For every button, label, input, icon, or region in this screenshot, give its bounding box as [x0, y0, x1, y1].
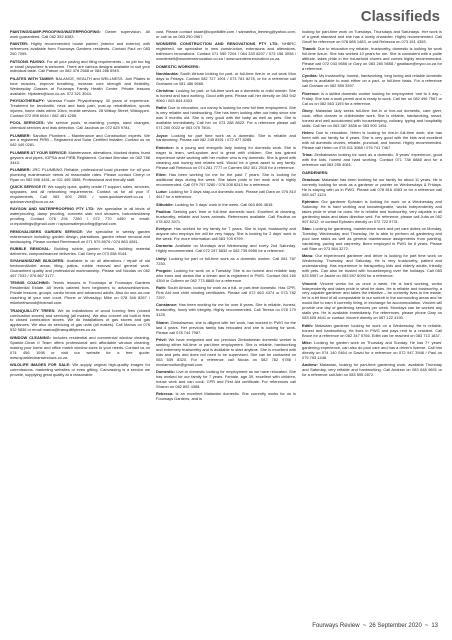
ad-heading: Manu: [302, 253, 314, 259]
ad-heading: Mike: [302, 339, 313, 345]
ad-heading: PILATES WITH TAMMY: [10, 75, 55, 81]
ad-body: Available on Mondays and Wednesday and every 2nd Saturday. Highly recommended. Call 072 197 5832 or 082 735 6956 for a reference. [156, 243, 296, 254]
ad-heading: Unity: [156, 255, 168, 261]
ad-body: Malawian has been working for our family for about 11 years. He is currently looking for work as a gardener or painter on Wednesdays & Fridays. He is staying with us in PWG. Please call 078 816 4063 or for a reference call 083 447 1124. [302, 176, 442, 197]
ad-body: Due to relocation my reliable, trustworthy, domestic is looking for work full-time live-in. She has worked 10 years for me. She is consistent with a polite attitude, takes pride in the household chores and comes highly recommended. Please call 072 043 9656 or Gary on 083 260 5658 / gwallace@myco.co.za for a reference. [302, 46, 442, 72]
ad-body: Seeking part- time or full-time domestic work. Excellent at cleaning, trustworthy, reliable and loves animals. References available. Call Paulina on 078 822 3371. [156, 208, 296, 224]
classified-ad [302, 171, 442, 176]
ad-body: Tennis lessons in Fourways at Fourways Gardens Residential Estate. All levels catered from beginners to advanced/seniors. Private lessons, groups, cardio tennis and advanced adults. Also do one-on-one coaching at your own court. Phone or WhatsApp Mike on 078 346 8267 / mikekeithwood@hotmail.com. [10, 280, 150, 306]
classified-ad [302, 227, 442, 252]
ad-body: Looking for gardening, maintenance work and pet care duties on Monday, Tuesday, Wednesday and Thursday. He is able to perform all gardening and pool care tasks as well as general maintenance assignments from painting, varnishing, paving and carpentry. Been employed in PWG for 6 years. Please call Stan on 073 564 3272. [302, 226, 442, 252]
ad-heading: PATSONS PAVING: [10, 58, 46, 64]
ad-heading: Constance: [156, 302, 178, 308]
classified-ad [156, 269, 296, 284]
ad-body: Building rubble, garden refuse, building material deliveries, compost/manure deliveries. Call Gerry on 073 058 9144. [10, 245, 150, 256]
classified-ad [10, 42, 150, 57]
ad-body: We have emigrated and our previous Zimbabwean domestic worker is seeking either full-time or part-time employment. She is reliable, hardworking and extremely trustworthy and is available to start anytime. She is excellent with kids and pets and does not need to be supervised. She can be contacted on 063 539 8320. For a reference call Nicola on 082 782 9786 / nicolamoulton@gmail.com. [156, 336, 296, 367]
classified-ad [10, 77, 150, 97]
ad-heading: QUICK SERVICE IT: [10, 184, 47, 190]
ad-body: is a young and energetic lady looking for domestic work. She is eager to learn, well-spoken and is great with children. She has gained experience while working with her mother who is my domestic. She is great with cleaning and ironing and relates well. Would be a great asset to any family. Please call Rebecca on 074 281 7777 or Carmen 082 301 2915 for a reference. [156, 144, 296, 170]
ad-heading: Glory: [302, 107, 314, 113]
ad-body: NHBRC registered, we specialise in new construction, extensions and alterations, bathroom renovations. Contact 071 050 7204 / 084 333 8207 / 073 156 3098 / wonderselt@wondersrenovation.co.za / www.wondersrenovation.co.za. [156, 41, 296, 62]
footer-publication: Fourways Review [312, 623, 360, 629]
classified-ad [156, 286, 296, 301]
ad-body: Vincent works for us once a week. He is hard working, works independently and takes pride in what he does. He is reliable and trustworthy, a very capable gardener and takes the initiative – he currently lives in the estate, he is a bit tired of all compostable to our suburb in the surrounding areas and he would like to earn it currently living, in exchange for accommodation. Vincent will provide one day of gardening services per week. Mondays can be worked any stalls yes. He is available immediately. For references, please phone Gary on 083 605 4641 or contact Vincent directly on 067 122 4190. [302, 280, 442, 321]
classified-ad [302, 363, 442, 378]
classifieds-columns [10, 30, 442, 610]
ad-heading: Joyce: [156, 132, 169, 138]
ad-heading: Shane: [156, 319, 170, 325]
footer-date: 26 September 2020 [369, 623, 422, 629]
ad-heading: Paulina: [156, 208, 172, 214]
classified-ad [302, 109, 442, 129]
ad-body: Looking for 3 days stay-out domestic work. Please call Dara on 076 810 4617 for a reference. [156, 189, 296, 200]
ad-heading: Privil: [156, 336, 167, 342]
ad-heading: PLUMBER: [10, 167, 31, 172]
ad-body: Owner supervision. All work guaranteed. Call 082 352 6383. [10, 30, 150, 39]
ad-heading: RAYSON AND WATERPROOFING PTY LTD: [10, 206, 95, 212]
classified-ad [156, 106, 296, 131]
ad-body: Due to relocation, our nanny is looking for new full time employment. She is very reliable and hardworking. She has been looking after our baby since she was 3 months old. She is very good with the baby as well as pets. She is available immediately. Call her on 073 288 8822. For a reference please call 071 200 0022 or 063 075 7504. [156, 105, 296, 131]
ad-heading: REMOVALISERS GARDEN SERVICE: [10, 228, 84, 234]
ad-heading: PAINTING/DAMP-PROOFING/WATERPROOFING: [10, 30, 101, 34]
classified-ad [156, 244, 296, 254]
ad-heading: Rathi: [156, 105, 168, 111]
classified-ad [156, 210, 296, 225]
ad-body: My trustworthy, honest, hardworking, long loving and reliable domestic helper is available to work either on a part- or full-time basis. For a reference call Graham on 082 559 3397. [302, 73, 442, 89]
ad-heading: Ephraim: [302, 199, 320, 205]
classified-ad [10, 230, 150, 245]
ad-heading: Florence: [302, 90, 320, 96]
ad-heading: Emlorice: [156, 144, 174, 150]
ad-heading: Trina: [302, 152, 313, 158]
ad-heading: Christina: [156, 88, 175, 94]
ad-body: Our experienced gardener and driver is looking for part time work on Wednesday, Thursday, and Saturday. He is very trustworthy, patient and understanding. Has experience in transporting kids and elderly adults, friendly with pets. Can also be trusted with housekeeping over the holidays. Call 083 623 5957 or Jackie on 083 597 6090 for a reference. [302, 253, 442, 279]
ad-body: Looking for work on a Tuesday. She is an honest and reliable lady who irons and cleans like a dream and is registered in PWG. Contact 064 160 4394 or Colleen on 082 773 8865 for a reference. [156, 267, 296, 283]
ad-body: We supply original high-quality images for commissions, marketing websites or even gifting. Canvassing is a service we provide, supplying great quality at a reasonable [10, 361, 150, 377]
ad-heading: TENNIS COACHING: [10, 280, 51, 286]
classified-ad [302, 153, 442, 168]
page-footer [312, 623, 438, 629]
ad-body: Has been working for me for over 8 years. She is reliable, honest, trustworthy, funny with integrity. Highly recommended. Call Teresa on 078 170 3125. [156, 302, 296, 318]
ad-heading: Andrew: [302, 362, 318, 368]
ad-body: We specialise in weekly garden maintenance including: garden design, plantations, garden refuse removal and landscaping. Please contact Rembrandt on 071 579 8976 / 074 863 4081. [10, 228, 150, 244]
ad-body: Live-in domestic looking for employment as we have relocated. She has worked for our family for 7 years. Female, age 39, excellent with children, house work and can cook. CPR and First Aid certificate. For references call Sharon on 082 892 4368. [156, 369, 296, 389]
ad-heading: RUBBLE REMOVAL: [10, 245, 51, 251]
ad-body: We supply quick, quality onsite IT support, sales, services, upgrades, and all networking requirements. Contact us for all your IT requirements. Call 083 600 2555 / www.quickserviceit.co.za / quickservice@icon.co.za. [10, 184, 150, 205]
ad-body: Has worked for my family for 7 years. She is loyal, trustworthy and anyone who employs her will be very happy. She is looking for 2 days' work in the week. For more information call 083 709 9799. [156, 226, 296, 241]
classified-ad [156, 89, 296, 104]
ad-heading: WONDERS CONSTRUCTION AND RENOVATIONS PTY LTD: [156, 41, 279, 47]
ad-heading: DOMESTIC WORKERS: [156, 63, 200, 69]
ad-body: JRC PLUMBING Reliable, professional local plumber for all your plumbing maintenance needs at reasonable rates. Please contact Cheryl or Ryan on 082 598 4481, or 011 465 3598. Professional and friendly staff. [10, 167, 150, 182]
ad-heading: POOL SERVICES: [10, 120, 45, 126]
ad-heading: Domestic: [156, 369, 176, 375]
classified-ad [10, 259, 150, 279]
ad-heading: Sithokile: [156, 201, 174, 207]
ad-body: is a skilled domestic worker looking for employment 'one to 4 day – Friday. She has a work permit and is ready to work. Call her on 082 496 7567 or Cal us on 082 563 1193 for a reference. [302, 90, 442, 106]
classified-ad [302, 324, 442, 339]
ad-body: Zimbabwean, she is diligent with her work, has worked in PWG for the last 4 years. Her previous family has relocated and she is looking for work. Please call 078 744 7987. [156, 319, 296, 335]
classified-ad [156, 173, 296, 188]
ad-heading: Ellen: [156, 171, 167, 177]
classified-ad [302, 131, 442, 151]
classified-ad [302, 47, 442, 72]
classified-ad [156, 72, 296, 87]
classified-ad [10, 168, 150, 183]
ad-body: BALANCE, HEALTH and WELLNESS. Join Pilates to tone muscles, improve breathing, increase core strength and flexibility. Wednesday Classes at Fourways Family Health Centre. Private lessons available. Hipilates@icon.co.za. 072 321 3044. [10, 75, 150, 96]
ad-body: cost. Please contact stuart@kopwildlife.com / samantha_leeming@yahoo.com, or call us on 083 290 0967. [156, 30, 296, 39]
classified-ad [10, 309, 150, 334]
footer-separator: ~ [424, 623, 429, 629]
ad-body: Malawian gardener looking for work on a Wednesday. He is reliable, honest and hardworking. He lives in PWG and pays rent to a resident. Call Bruce for a reference on 082 347 5766. Edith can be reached on 083 713 1837. [302, 322, 442, 338]
ad-body: Looking for garden work on Thursday and Sunday. He has 7+ years' gardening experience, can also do pool care and has a driver's license. Call him directly on 074 140 0464 or David for a reference on 072 947 3946 / Paul on 079 753 1448. [302, 339, 442, 360]
classified-ad [10, 60, 150, 75]
classified-ad [10, 281, 150, 306]
ad-heading: WILDLIFE IMAGES FOR SALE: [10, 361, 71, 367]
column-3 [302, 30, 442, 610]
page-title: Classifieds [360, 8, 440, 25]
classified-ad [10, 207, 150, 227]
classified-ad [156, 203, 296, 208]
ad-heading: PLUMBER: [10, 132, 31, 138]
ad-heading: PAINTER: [10, 41, 29, 47]
classified-ad [302, 30, 442, 45]
ad-heading: Edith: [302, 322, 314, 328]
ad-heading: Vincent: [302, 280, 318, 286]
ad-heading: GARDENERS: [302, 169, 329, 175]
ad-heading: Evelyne: [156, 226, 173, 232]
classified-ad [156, 30, 296, 40]
footer-page-number: 13 [431, 623, 438, 629]
classified-ad [156, 42, 296, 62]
ad-body: South African looking for part- or full-time live-in or out work Mon days to Fridays. Contact 082 727 1901 / 073 781 8278, or for a reference call Grahame on 081 486 9665. [156, 70, 296, 86]
ad-body: Malawian, looking for part-time gardening work, available Thursday and Saturday, very reliable and hardworking. Call Andrew on 083 648 9601 or for a reference call Adri on 083 595 2872. [302, 362, 442, 377]
classified-ad [156, 392, 296, 402]
ad-body: looking for part-time work on Tuesdays, Thursdays and Saturdays. Her work is of a great standard and she has a lovely character. Highly recommended. Call Geoff for reference on 078 685 1483, or call Rebecca on 073 151 4353. [302, 30, 442, 44]
ad-heading: WINDOW CLEANING: [10, 334, 51, 340]
classified-ad [10, 99, 150, 119]
ad-body: Sandton Plumbers – Maintenance and Construction experts. We are a registered PIRB – Registered and Solar Certified Installer. Contact us on 082 440 0281. [10, 132, 150, 148]
classified-ad [10, 151, 150, 166]
classified-ad [302, 254, 442, 279]
ad-heading: Rebecca: [156, 391, 174, 397]
ad-heading: PHYSIOTHERAPY: [10, 98, 45, 103]
classified-ad [10, 336, 150, 361]
ad-body: Is an excellent Malawian domestic. She currently works for us in Fourways Gardens, and is [156, 391, 296, 402]
ad-heading: Helen: [302, 130, 315, 136]
column-2 [156, 30, 296, 610]
classified-ad [302, 178, 442, 198]
ad-heading: Prognie: [156, 267, 172, 273]
classified-ad [156, 134, 296, 144]
ad-body: We service pools, re-marbling, pumps, sand changes, chemical services and leak detection. Call Jacobus on 072 625 9784. [10, 120, 150, 131]
classified-ad [10, 134, 150, 149]
classified-ad [156, 303, 296, 318]
classified-ad [156, 370, 296, 390]
classified-ad [156, 146, 296, 171]
classified-ad [156, 321, 296, 336]
ad-body: Zimbabwean looking for work as a domestic, 5 years' experience, good with the kids, honest and hard working. Contact 071 738 8888 and for a reference call 063 255 4081. [302, 152, 442, 168]
classified-ad [156, 257, 296, 267]
ad-body: Maintenance, alterations, blocked drains, burst geysers and pipes, IOPSA and PIRB Registered. Contact Brendan on 082 788 3443. [10, 149, 150, 165]
classified-ad [156, 190, 296, 200]
classified-ad [302, 200, 442, 225]
classified-ad [10, 30, 150, 40]
ad-body: We do installations of wood burning fires (closed combustion stoves) and servicing (all makes). We also convert old built-in fires to closed combustion stoves. We do installations of gas stoves and gas appliances. We also do servicing of gas units (all makes). Call Marius on 076 532 5836 or email marius@tranquillitytrees.co.za. [10, 307, 150, 333]
ad-body: For all your paving and tiling requirements – no job too big or small (anywhere is welcome. There are various designs available to suit your individual taste. Call Patson on 082 476 2668 or 084 286 6949. [10, 58, 150, 74]
classified-ad [10, 185, 150, 205]
ad-heading: Nonhlanhla: [156, 70, 179, 76]
classified-ad [156, 227, 296, 242]
ad-body: Looking for 3 days' work in the week. Call 063 806 4815. [173, 201, 274, 207]
ad-body: Highly recommended house painter (interior and exterior) with references available from Fourways Gardens residents. Contact Paul on 083 260 7095. [10, 41, 150, 57]
classified-ad [156, 338, 296, 368]
classified-ad [10, 121, 150, 131]
classified-ad [302, 341, 442, 361]
ad-heading: Gracious: [302, 176, 321, 182]
ad-heading: SIYAHANISIZWE BUILDERS: [10, 258, 65, 264]
ad-body: Looking for part or full-time work as a domestic worker. Call 081 787 7230. [156, 255, 296, 266]
ad-heading: Thandi: [302, 46, 317, 52]
ad-heading: TRANQUILLITY TREES: [10, 307, 56, 313]
ad-body: Available to do all alterations / repair of old bedroom&toilet areas, tiling, patios, rubble removal and general work. Guaranteed quality and professional workmanship. Please call Nicolas on 082 467 7032 / 076 867 3177. [10, 258, 150, 279]
ad-heading: Ruth: [156, 285, 167, 291]
ad-body: Due to relocation, Helen is looking for live-in full-time work; she has been with our family for 6 years. She is very good with the kids and excellent with all domestic chores, reliable, punctual, and honest. Highly recommended. Please call Helen on 078 911 3088 / 076 741 7467. [302, 130, 442, 150]
ad-heading: Stan: [302, 226, 312, 232]
classified-ad [10, 363, 150, 378]
classified-ad [302, 92, 442, 107]
ad-body: South African, looking for work as a full- or part-time domestic. Has CPR, First Aid and child minding certificates. Please call 072 663 4374 or 073 782 7297. [156, 285, 296, 301]
ad-body: Looking for part time work as a domestic. She is reliable and hardworking. Please call 082 245 8391 / 072 477 8285. [156, 132, 296, 143]
ad-body: Our gardener Ephraim is looking for work on a Wednesday and Saturday. He is hard working and knowledgeable, works independently and takes pride in what he does. He is reliable and trustworthy, very capable in all gardening tasks and takes direction well. For reference, please call Julia on 082 907 6212, or contact Ephraim directly on 072 722 5731. [302, 199, 442, 224]
classified-ad [156, 65, 296, 70]
ad-heading: Dormeta: [156, 243, 174, 249]
ad-body: Vanessa Fourie Physiotherapy, 30 years of experience. Treatment for tendonitis, neck and back pain, post-op rehabilitation, sports injuries, home visits within 10km, mobile services. 28 Witkop Street, Witkoppen. Contact 072 896 6044 / 082 481 4255. [10, 98, 150, 118]
ad-body: Looking for part- or full-time work as a domestic or child minder. She is honest and hard working. Good with pets. Please call her directly on 063 942 9060 / 063 844 4303. [156, 88, 296, 103]
ad-heading: Cynthia: [302, 73, 318, 79]
ad-heading: Luise: [156, 189, 168, 195]
footer-separator: ~ [362, 623, 367, 629]
ad-body: Includes residential and commercial window cleaning. Sparkle-Clean II Team offers professional and affordable window cleaning, making your home and office match window sizes to your needs. Contact us on 074 456 1098 or visit our website for a free quote: www.sparklecleanwindows.co.za. [10, 334, 150, 360]
classified-ad [302, 74, 442, 89]
ad-body: We specialise in all kinds of waterproofing, damp proofing, concrete slab roof showers, balconies/damp proofing. Contact 076 294 7280 / 072 770 4450 or email: cr.mpaintings@gmail.com / raysonwaterproofing@gmail.com. [10, 206, 150, 227]
classified-ad [302, 282, 442, 322]
ad-body: Has been working for me for the past 7 years. She is looking for additional days during the week. She takes pride in her work and is highly recommended. Call 079 797 3280 / 076 208 8243 for a reference. [156, 171, 296, 187]
ad-body: Malawian lady seeks full-time live-in or live-out domestic, care giver, cook, office cleaner or childminder work. She is reliable, hardworking, smart, honest and well accustomed with housekeeping, culinary, typing and hospitality skills. Call her on 063 387 3836 or 063 900 1451. [302, 107, 442, 128]
classified-ad [10, 247, 150, 257]
column-1 [10, 30, 150, 610]
ad-heading: PLUMBER AT YOUR SERVICE: [10, 149, 68, 155]
